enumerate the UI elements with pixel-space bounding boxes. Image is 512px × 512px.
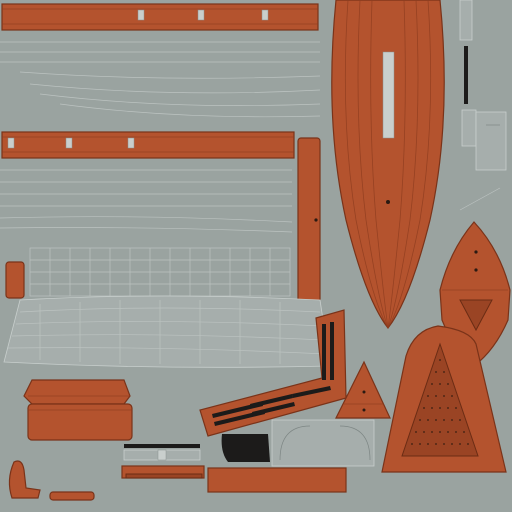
plank-mark bbox=[128, 138, 134, 148]
black-mast-line bbox=[464, 46, 468, 104]
plank-mark bbox=[198, 10, 204, 20]
middle-plank-bar bbox=[2, 132, 294, 158]
plank-mark bbox=[262, 10, 268, 20]
top-plank-strip bbox=[2, 4, 318, 30]
hull-side-panel bbox=[4, 296, 330, 367]
middle-plank-strip bbox=[2, 132, 294, 158]
bottom-wood-plank bbox=[208, 468, 346, 492]
wood-barrel-piece bbox=[24, 380, 132, 440]
top-plank-bar bbox=[2, 4, 318, 30]
black-block bbox=[222, 434, 270, 462]
grey-arc-panel bbox=[272, 420, 374, 466]
plank-mark bbox=[138, 10, 144, 20]
deck-hatch-strip bbox=[383, 52, 394, 138]
small-wood-block bbox=[6, 262, 24, 298]
grey-box-part bbox=[476, 112, 506, 170]
small-wood-bar bbox=[50, 492, 94, 500]
plank-mark bbox=[66, 138, 72, 148]
plank-mark bbox=[8, 138, 14, 148]
